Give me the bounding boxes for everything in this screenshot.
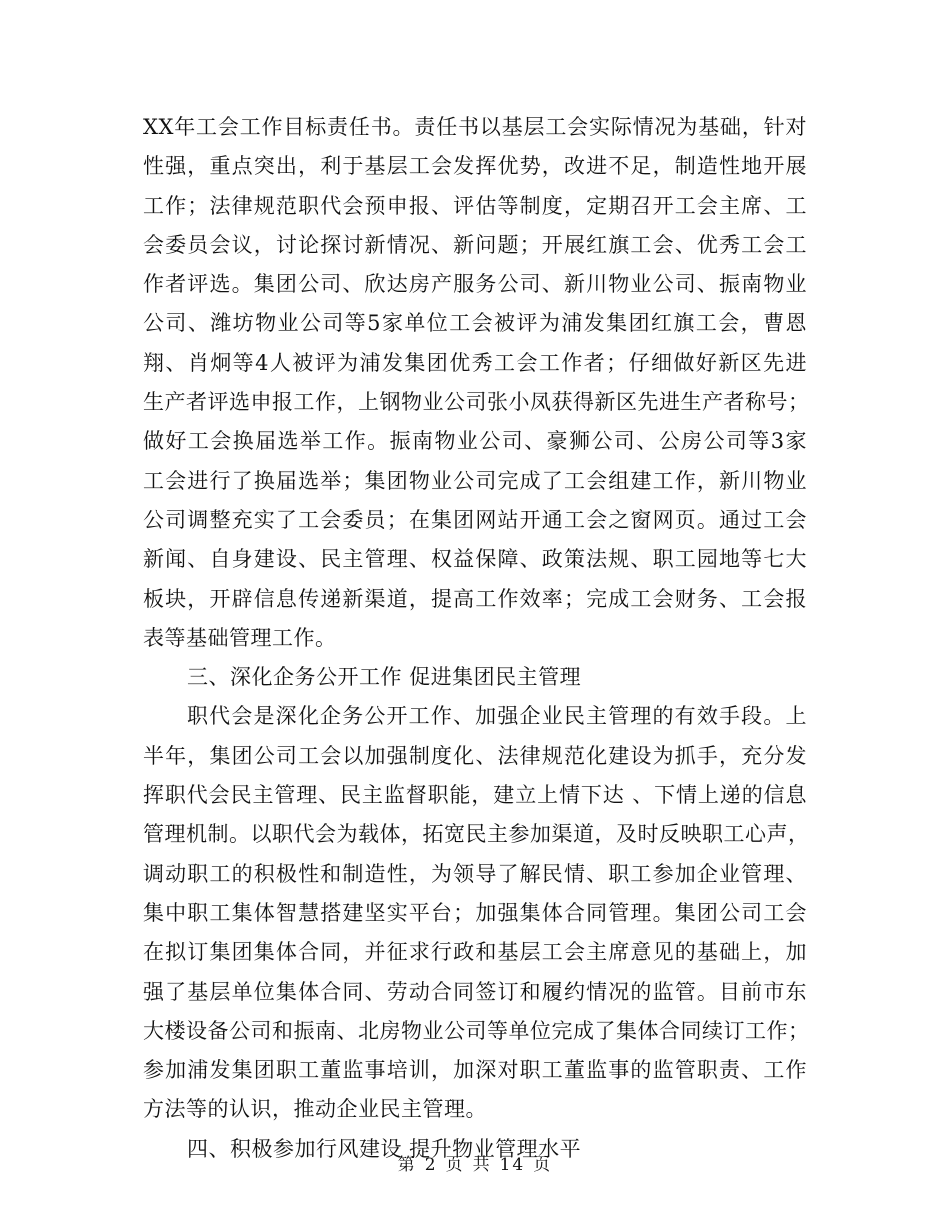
text-line: 会委员会议，讨论探讨新情况、新问题；开展红旗工会、优秀工会工 [143,232,807,257]
text-line: 大楼设备公司和振南、北房物业公司等单位完成了集体合同续订工作； [143,1018,810,1043]
page-footer [0,1150,950,1175]
text-line: 集中职工集体智慧搭建坚实平台；加强集体合同管理。集团公司工会 [143,900,807,925]
text-line: 职代会是深化企务公开工作、加强企业民主管理的有效手段。上 [187,704,807,729]
footer-label-ye-end: 页 [533,1155,553,1175]
text-line: 工会进行了换届选举；集团物业公司完成了工会组建工作，新川物业 [143,468,807,493]
text-line: 作者评选。集团公司、欣达房产服务公司、新川物业公司、振南物业 [143,272,807,297]
text-line: 公司调整充实了工会委员；在集团网站开通工会之窗网页。通过工会 [143,507,807,532]
footer-label-ye: 页 [445,1155,465,1175]
text-line: 参加浦发集团职工董监事培训，加深对职工董监事的监管职责、工作 [143,1058,807,1083]
footer-page-number: 2 [424,1155,438,1175]
text-line: 板块，开辟信息传递新渠道，提高工作效率；完成工会财务、工会报 [143,586,807,611]
text-line: 方法等的认识，推动企业民主管理。 [143,1097,487,1122]
text-line: 半年，集团公司工会以加强制度化、法律规范化建设为抓手，充分发 [143,743,807,768]
text-line: 做好工会换届选举工作。振南物业公司、豪狮公司、公房公司等3家 [143,429,807,454]
text-line: 工作；法律规范职代会预申报、评估等制度，定期召开工会主席、工 [143,193,807,218]
text-line: 性强，重点突出，利于基层工会发挥优势，改进不足，制造性地开展 [143,154,807,179]
text-line: 管理机制。以职代会为载体，拓宽民主参加渠道，及时反映职工心声， [143,822,810,847]
text-line: 公司、潍坊物业公司等5家单位工会被评为浦发集团红旗工会，曹恩 [143,311,807,336]
text-line: 调动职工的积极性和制造性，为领导了解民情、职工参加企业管理、 [143,861,807,886]
section-heading: 三、深化企务公开工作 促进集团民主管理 [187,665,582,690]
section-heading: 四、积极参加行风建设 提升物业管理水平 [187,1136,582,1161]
text-line: 强了基层单位集体合同、劳动合同签订和履约情况的监管。目前市东 [143,979,807,1004]
footer-label-di: 第 [397,1155,417,1175]
footer-total-pages: 14 [499,1155,526,1175]
text-line: 新闻、自身建设、民主管理、权益保障、政策法规、职工园地等七大 [143,547,807,572]
text-line: 在拟订集团集体合同，并征求行政和基层工会主席意见的基础上，加 [143,940,807,965]
text-line: 生产者评选申报工作，上钢物业公司张小凤获得新区先进生产者称号； [143,390,810,415]
body-text [143,108,810,1169]
text-line: 表等基础管理工作。 [143,625,337,650]
text-line: 挥职代会民主管理、民主监督职能，建立上情下达 、下情上递的信息 [143,783,807,808]
text-line: 翔、肖炯等4人被评为浦发集团优秀工会工作者；仔细做好新区先进 [143,350,807,375]
footer-label-gong: 共 [472,1155,492,1175]
text-line: XX年工会工作目标责任书。责任书以基层工会实际情况为基础，针对 [143,115,807,139]
